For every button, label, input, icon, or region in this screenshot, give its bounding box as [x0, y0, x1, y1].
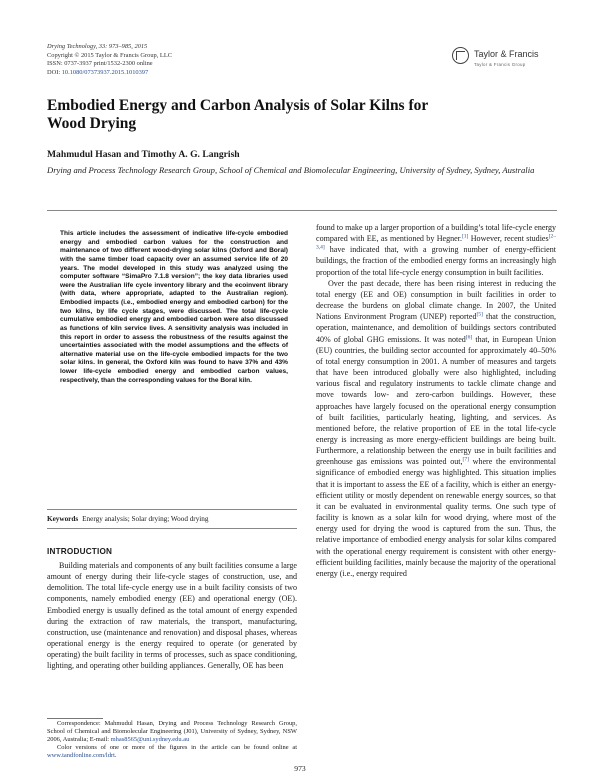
body-paragraph: found to make up a larger proportion of a building’s total life-cycle energy compared with EE, as mentioned by Hegner.[1] However, recent studies[2–3,4] have indicated that, with a growing number of energy-efficient buildings, the fraction of the embodied energy forms an increasingly high proportion of the total life-cycle energy consumption in built facilities.: [316, 223, 556, 277]
publisher-name: Taylor & Francis: [474, 49, 539, 59]
citation-ref[interactable]: [6]: [465, 333, 473, 340]
article-title: Embodied Energy and Carbon Analysis of Solar Kilns for Wood Drying: [47, 97, 428, 132]
introduction-paragraph: Building materials and components of any built facilities consume a large amount of energy during their life-cycle stages of construction, use, and demolition. The total life-cycle energy use in a built facility consists of two components, namely embodied energy (EE) and operational energy (OE). Embodied energy is usually defined as the total amount of energy expended during the extraction of raw materials, the transport, manufacturing, construction, use (maintenance and renovation) and disposal phases, whereas operational energy is the energy required to operate (or generated by operating) the built facility in terms of processes, such as space conditioning, lighting, and operating other building appliances. Generally, OE has been: [47, 561, 297, 671]
keywords: [47, 515, 297, 524]
author-affiliation: Drying and Process Technology Research Group, School of Chemical and Biomolecular Engineering, University of Sydney, Sydney, Australia: [47, 165, 535, 175]
author-email-link[interactable]: mhas8565@uni.sydney.edu.au: [110, 736, 190, 744]
journal-metadata: [47, 43, 172, 77]
abstract-divider: [47, 509, 297, 510]
keywords-divider: [47, 528, 297, 529]
section-heading-introduction: INTRODUCTION: [47, 547, 113, 556]
doi-line: DOI: 10.1080/07373937.2015.1010397: [47, 68, 149, 76]
right-column-body: [316, 222, 556, 579]
citation-ref[interactable]: [7]: [462, 456, 469, 463]
footnote-divider: [47, 718, 103, 719]
page-number: 973: [294, 764, 306, 773]
citation-ref[interactable]: [5]: [476, 311, 483, 318]
body-paragraph: Over the past decade, there has been rising interest in reducing the total energy (EE and OE) consumption in built facilities in order to decrease the burdens on global climate change. In 2007, the United Nations Environment Program (UNEP) reported[5] that the construction, operation, maintenance, and demolition of buildings sectors contributed 40% of global GHG emissions. It was noted[6] that, in European Union (EU) countries, the building sector accounted for approximately 40–50% of total energy consumption in 2001. A number of measures and targets that have been introduced globally were also highlighted, including various fiscal and regulatory instruments to tackle climate change and move towards low- and zero-carbon buildings. However, these approaches have largely focused on the operational energy consumption of built facilities, particularly heating, lighting, and services. As mentioned before, the relative proportion of EE in the total life-cycle energy is increasing as more energy-efficient buildings are being built. Furthermore, a relationship between the energy use in built facilities and greenhouse gas emissions was pointed out,[7] where the environmental significance of embodied energy was highlighted. This situation implies that it is important to assess the EE of a facility, which is either an energy-efficient utility or mostly dependent on renewable energy sources, so that it can be evaluated in environmental quality terms. One such type of facility is known as a solar kiln for wood drying, where most of the energy used for drying the wood is captured from the sun. Thus, the relative importance of embodied energy analysis for solar kilns compared with the operational energy requirement is consistent with other energy-efficient building facilities, mainly because the majority of the operational energy (i.e., energy required: [316, 278, 556, 578]
introduction-body: [47, 560, 297, 672]
publisher-tagline: Taylor & Francis Group: [474, 62, 526, 67]
citation-ref[interactable]: [2–3,4]: [316, 233, 556, 251]
title-divider: [47, 210, 557, 211]
abstract: This article includes the assessment of indicative life-cycle embodied energy and embodied carbon values for the construction and maintenance of two different wood-drying solar kilns (Oxford and Boral) with the same timber load capacity over an assumed service life of 20 years. The model developed in this study was analyzed using the computer software “SimaPro 7.1.8 version”; the key data libraries used were the Australian life cycle inventory library and the ecoinvent library (with data, where appropriate, adapted to the Australian region). Embodied impacts (i.e., embodied energy and embodied carbon) for the two kilns, by life cycle stages, were discussed. The total life-cycle cumulative embodied energy and embodied carbon were also discussed as functions of kiln service lives. A sensitivity analysis was included in this report in order to assess the robustness of the results against the uncertainties associated with the model assumptions and the effects of alternative material use on the life-cycle embodied impacts for the two solar kilns. In general, the Oxford kiln was found to have 37% and 43% lower life-cycle embodied energy and embodied carbon values, respectively, than the corresponding values for the Boral kiln.: [60, 230, 288, 384]
article-authors: Mahmudul Hasan and Timothy A. G. Langrish: [47, 149, 240, 160]
publisher-logo: [452, 44, 539, 67]
footnotes: [47, 720, 297, 760]
taylor-francis-logo-icon: [452, 47, 469, 64]
correspondence-note: Correspondence: Mahmudul Hasan, Drying and Process Technology Research Group, School of Chemical and Biomolecular Engineering (J01), University of Sydney, Sydney, NSW 2006, Australia; E-mail: mhas8565@uni.sydney.edu.au: [47, 720, 297, 744]
issn-line: ISSN: 0737-3937 print/1532-2300 online: [47, 60, 153, 68]
keywords-label: Keywords: [47, 515, 79, 523]
citation-ref[interactable]: [1]: [461, 233, 469, 240]
copyright-line: Copyright © 2015 Taylor & Francis Group, LLC: [47, 51, 172, 59]
journal-citation: Drying Technology, 33: 973–985, 2015: [47, 43, 148, 50]
keywords-text: Energy analysis; Solar drying; Wood drying: [82, 515, 209, 523]
journal-website-link[interactable]: www.tandfonline.com/ldrt: [47, 752, 115, 760]
doi-link[interactable]: 10.1080/07373937.2015.1010397: [61, 68, 149, 76]
color-figures-note: Color versions of one or more of the figures in the article can be found online at www.tandfonline.com/ldrt.: [47, 744, 297, 760]
